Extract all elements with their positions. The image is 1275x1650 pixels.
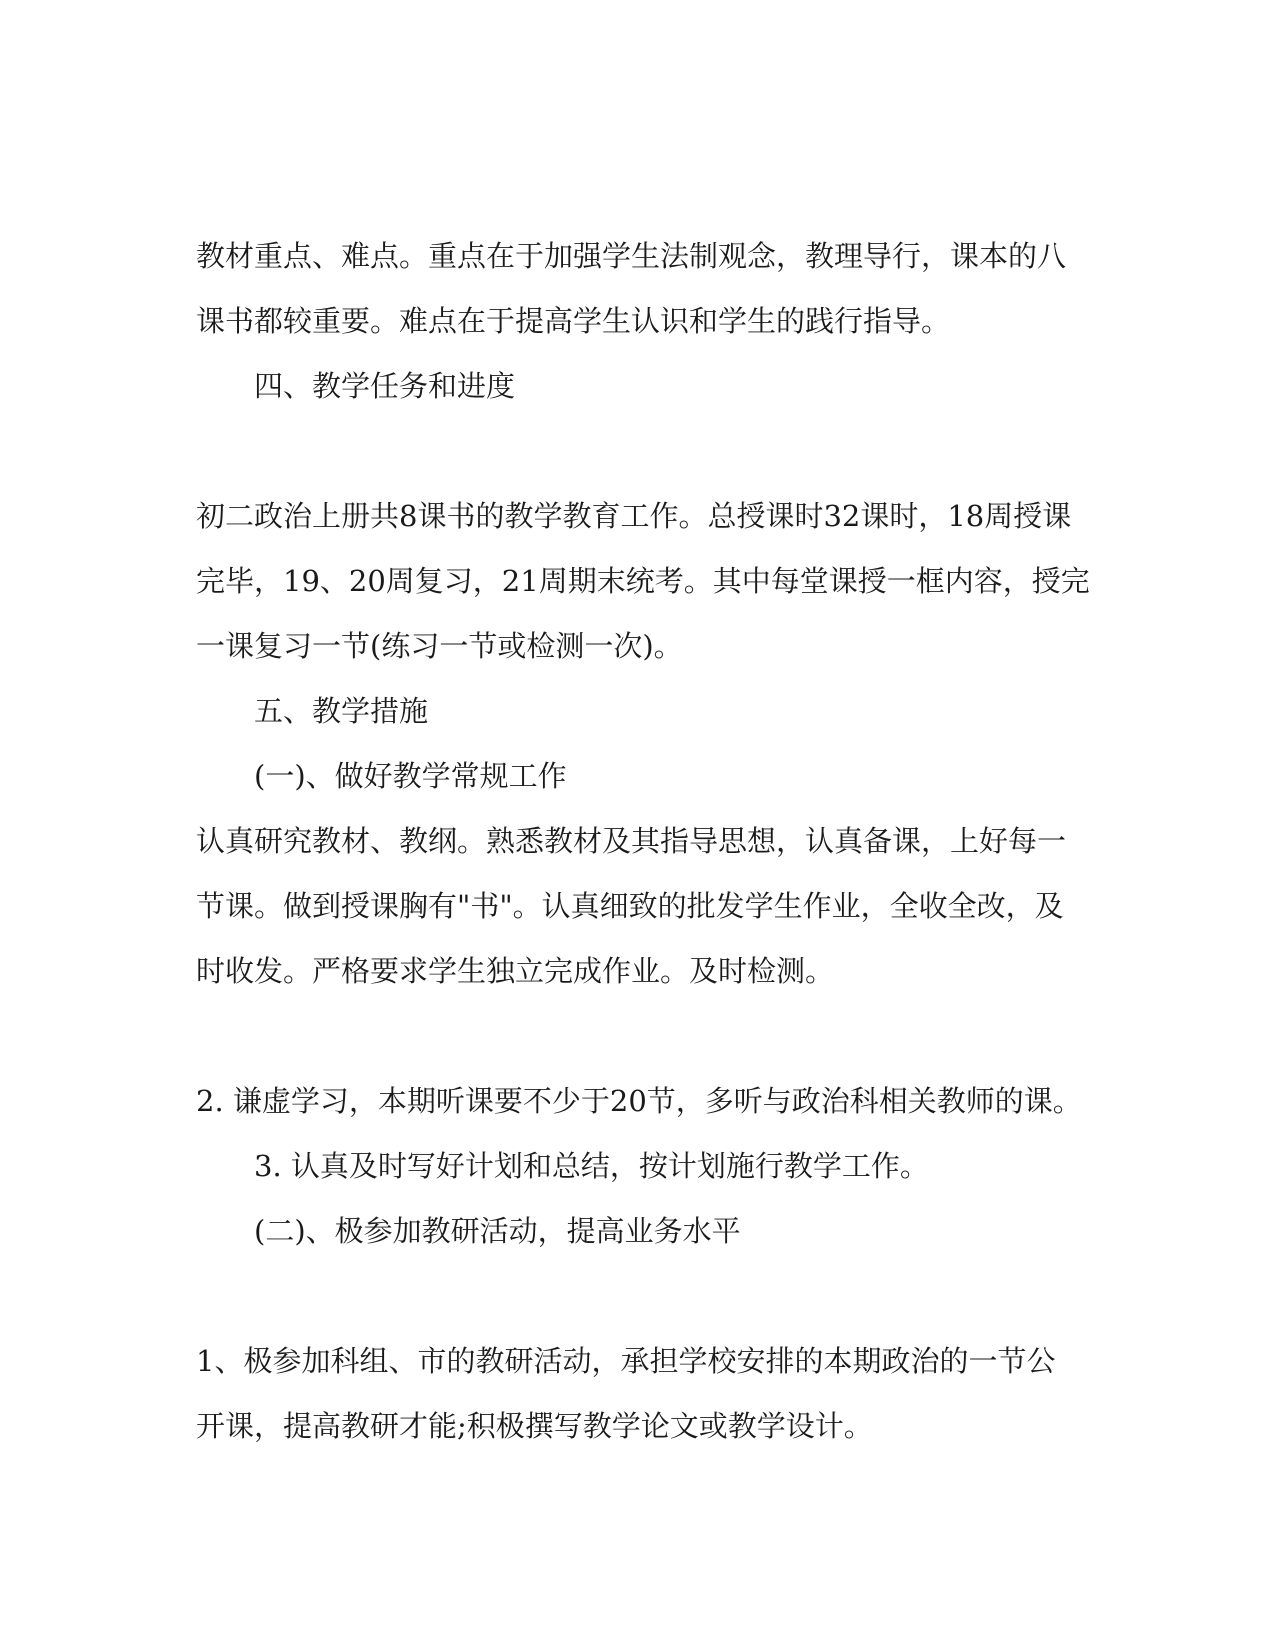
paragraph-line: 课书都较重要。难点在于提高学生认识和学生的践行指导。 bbox=[196, 304, 951, 338]
list-item: 1、极参加科组、市的教研活动，承担学校安排的本期政治的一节公 bbox=[196, 1344, 1056, 1378]
paragraph-line: 初二政治上册共8课书的教学教育工作。总授课时32课时，18周授课 bbox=[196, 499, 1072, 533]
subsection-heading: (二)、极参加教研活动，提高业务水平 bbox=[254, 1214, 741, 1248]
list-item: 2. 谦虚学习，本期听课要不少于20节，多听与政治科相关教师的课。 bbox=[196, 1084, 1082, 1118]
paragraph-line: 完毕，19、20周复习，21周期末统考。其中每堂课授一框内容，授完 bbox=[196, 564, 1090, 598]
paragraph-line: 一课复习一节(练习一节或检测一次)。 bbox=[196, 629, 683, 663]
paragraph-line: 节课。做到授课胸有"书"。认真细致的批发学生作业，全收全改，及 bbox=[196, 889, 1064, 923]
list-item: 3. 认真及时写好计划和总结，按计划施行教学工作。 bbox=[254, 1149, 929, 1183]
section-heading: 四、教学任务和进度 bbox=[254, 369, 516, 403]
section-heading: 五、教学措施 bbox=[254, 694, 429, 728]
paragraph-line: 教材重点、难点。重点在于加强学生法制观念，教理导行，课本的八 bbox=[196, 239, 1067, 273]
subsection-heading: (一)、做好教学常规工作 bbox=[254, 759, 567, 793]
paragraph-line: 时收发。严格要求学生独立完成作业。及时检测。 bbox=[196, 954, 835, 988]
paragraph-line: 认真研究教材、教纲。熟悉教材及其指导思想，认真备课，上好每一 bbox=[196, 824, 1067, 858]
paragraph-line: 开课，提高教研才能;积极撰写教学论文或教学设计。 bbox=[196, 1409, 873, 1443]
